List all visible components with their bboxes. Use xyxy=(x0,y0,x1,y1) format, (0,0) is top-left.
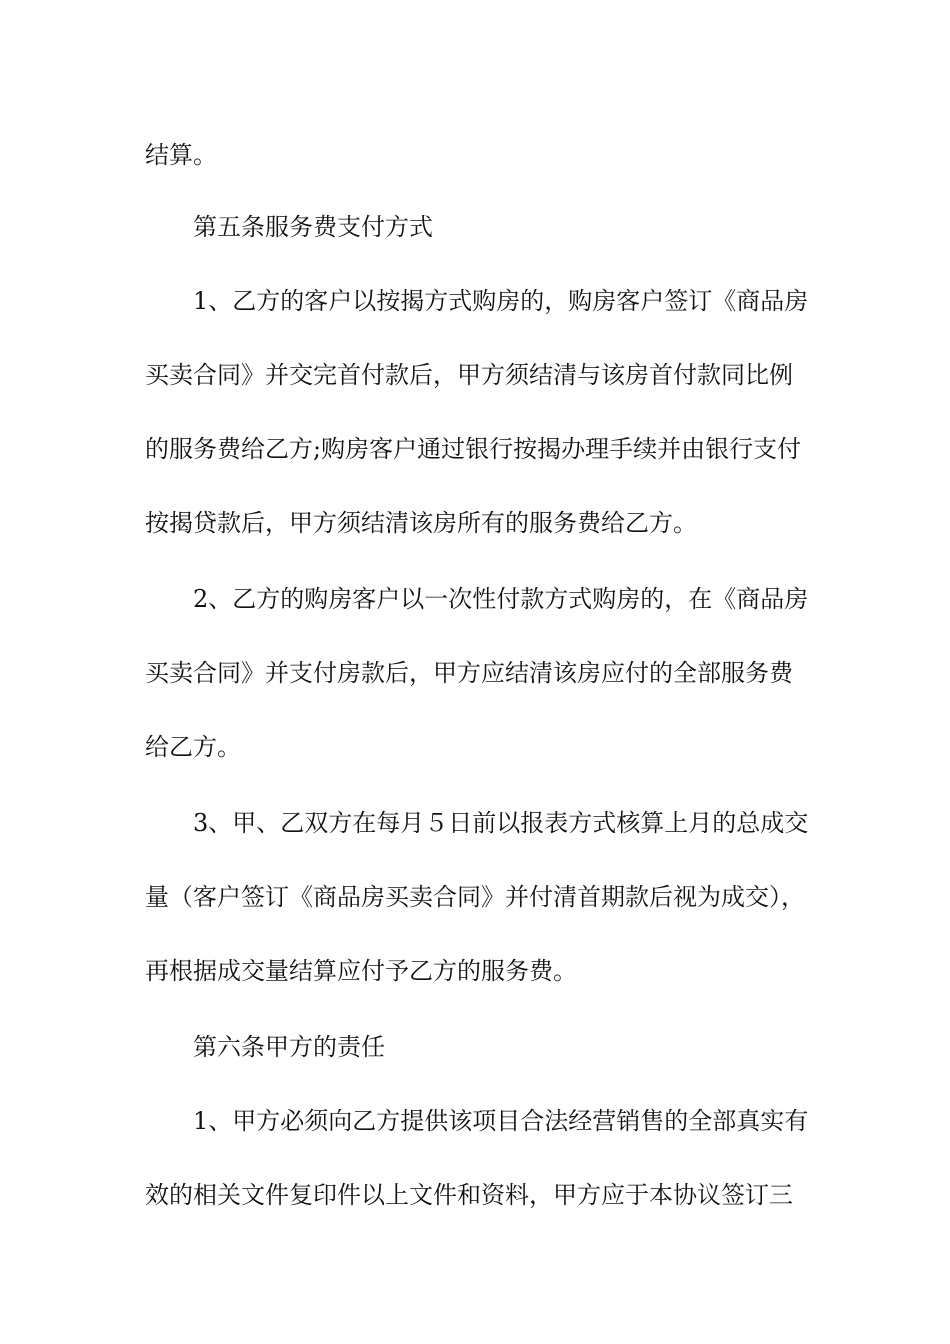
text-line: 效的相关文件复印件以上文件和资料，甲方应于本协议签订三 xyxy=(145,1181,793,1209)
section-heading: 第六条甲方的责任 xyxy=(193,1033,385,1061)
section-heading: 第五条服务费支付方式 xyxy=(193,213,433,241)
text-line: 给乙方。 xyxy=(145,733,241,761)
text-line: 的服务费给乙方;购房客户通过银行按揭办理手续并由银行支付 xyxy=(145,435,802,463)
text-line: 1、乙方的客户以按揭方式购房的，购房客户签订《商品房 xyxy=(193,287,809,315)
text-line: 买卖合同》并交完首付款后，甲方须结清与该房首付款同比例 xyxy=(145,361,793,389)
text-line: 1、甲方必须向乙方提供该项目合法经营销售的全部真实有 xyxy=(193,1107,809,1135)
text-line: 买卖合同》并支付房款后，甲方应结清该房应付的全部服务费 xyxy=(145,659,793,687)
text-line: 按揭贷款后，甲方须结清该房所有的服务费给乙方。 xyxy=(145,509,697,537)
text-line: 结算。 xyxy=(145,141,217,169)
text-line: 再根据成交量结算应付予乙方的服务费。 xyxy=(145,957,577,985)
text-line: 量（客户签订《商品房买卖合同》并付清首期款后视为成交）， xyxy=(145,883,805,911)
text-line: 2、乙方的购房客户以一次性付款方式购房的，在《商品房 xyxy=(193,585,809,613)
text-line: 3、甲、乙双方在每月５日前以报表方式核算上月的总成交 xyxy=(193,809,809,837)
